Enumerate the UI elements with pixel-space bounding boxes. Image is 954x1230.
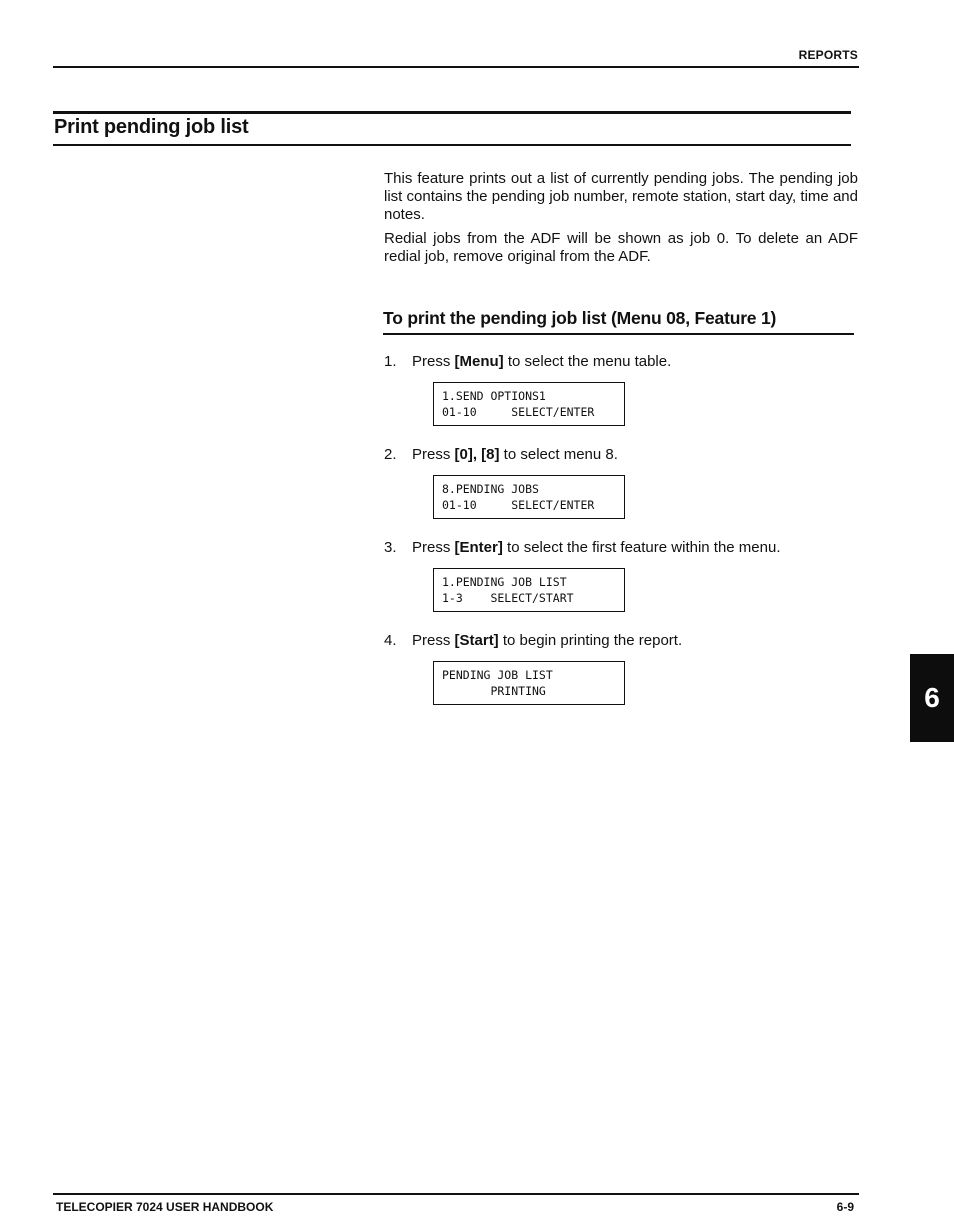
redial-paragraph: Redial jobs from the ADF will be shown as job 0. To delete an ADF redial job, remove original from the ADF. [384,230,858,265]
step-number: 2. [384,446,397,463]
lcd-line-2: 01-10 SELECT/ENTER [442,405,595,419]
footer-title: TELECOPIER 7024 USER HANDBOOK [56,1200,274,1214]
step-number: 4. [384,632,397,649]
lcd-display-3 [433,568,625,612]
step-number: 1. [384,353,397,370]
footer-rule [53,1193,859,1195]
procedure-heading-rule [383,333,854,335]
lcd-line-1: 1.SEND OPTIONS1 [442,389,546,403]
lcd-line-1: 8.PENDING JOBS [442,482,539,496]
header-rule [53,66,859,68]
step-3 [384,539,781,556]
step-text-after: to select menu 8. [499,446,618,463]
step-4 [384,632,682,649]
page-number: 6-9 [836,1200,854,1214]
step-text-before: Press [412,539,455,556]
step-text-after: to begin printing the report. [498,632,683,649]
lcd-line-2: 1-3 SELECT/START [442,591,574,605]
lcd-line-1: PENDING JOB LIST [442,668,553,682]
step-text-after: to select the menu table. [503,353,672,370]
lcd-line-2: PRINTING [442,684,546,698]
lcd-line-1: 1.PENDING JOB LIST [442,575,567,589]
step-2 [384,446,618,463]
key-name: [Enter] [454,539,503,556]
lcd-display-1 [433,382,625,426]
key-name: [0], [8] [454,446,500,463]
procedure-heading: To print the pending job list (Menu 08, Feature 1) [383,308,777,328]
key-name: [Start] [454,632,499,649]
key-name: [Menu] [454,353,504,370]
step-text-after: to select the first feature within the menu. [502,539,781,556]
intro-paragraph: This feature prints out a list of currently pending jobs. The pending job list contains the pending job number, remote station, start day, time and notes. [384,170,858,223]
section-top-rule [53,111,851,114]
lcd-display-4 [433,661,625,705]
step-1 [384,353,671,370]
running-header: REPORTS [798,48,858,62]
chapter-tab: 6 [910,654,954,742]
lcd-display-2 [433,475,625,519]
step-text-before: Press [412,446,455,463]
lcd-line-2: 01-10 SELECT/ENTER [442,498,595,512]
step-number: 3. [384,539,397,556]
step-text-before: Press [412,353,455,370]
step-text-before: Press [412,632,455,649]
section-title: Print pending job list [54,116,249,138]
section-bottom-rule [53,144,851,146]
